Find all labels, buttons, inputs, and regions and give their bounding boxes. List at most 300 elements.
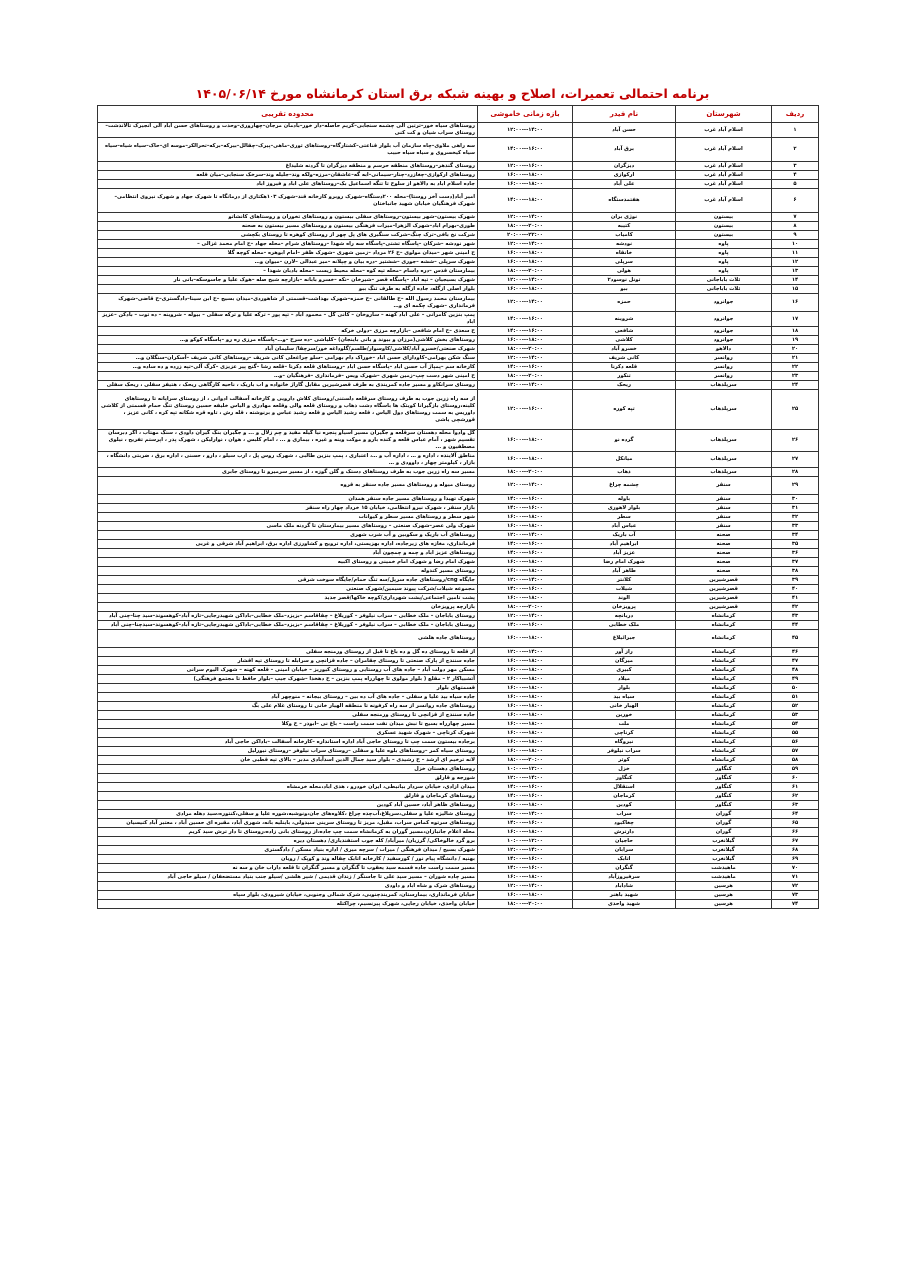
row-index: ۷۰ xyxy=(772,864,819,873)
table-row xyxy=(98,819,819,828)
row-area: خ سعدی –خ امام شافعی –بازارچه مرزی –دولی خرکه xyxy=(98,327,478,336)
row-feeder: شهرک امام رضا xyxy=(573,558,676,567)
row-index: ۵۴ xyxy=(772,720,819,729)
row-index: ۵۱ xyxy=(772,693,819,702)
row-city: اسلام آباد غرب xyxy=(676,162,772,171)
row-index: ۱۱ xyxy=(772,249,819,258)
row-city: گیلانغرب xyxy=(676,846,772,855)
row-feeder: کودین xyxy=(573,801,676,810)
row-area: ح امینی شهر –میدان مولوی –خ ۲۶ مرداد –زمین شهری –شهرک ظفر –امام ابوهره –محله کوچه گلا xyxy=(98,249,478,258)
table-row xyxy=(98,495,819,504)
row-area: شهرک سرپلی –ششه –جوری –ششتیر –دره بیان و چپلانه –میر عبدالی –لارن –میوان و… xyxy=(98,258,478,267)
row-time: ۱۴:۰۰---۱۲:۰۰ xyxy=(478,381,573,390)
row-city: جوانرود xyxy=(676,312,772,327)
table-row xyxy=(98,381,819,390)
row-feeder: آب باریک xyxy=(573,531,676,540)
row-time: ۱۸:۰۰---۱۶:۰۰ xyxy=(478,738,573,747)
row-city: اسلام آباد غرب xyxy=(676,189,772,213)
row-index: ۴۸ xyxy=(772,666,819,675)
table-row xyxy=(98,345,819,354)
row-time: ۱۶:۰۰---۱۴:۰۰ xyxy=(478,495,573,504)
row-index: ۶۰ xyxy=(772,774,819,783)
row-index: ۱ xyxy=(772,123,819,138)
row-feeder: کنگاور xyxy=(573,774,676,783)
row-feeder: شروینه xyxy=(573,312,676,327)
row-time: ۱۸:۰۰---۱۶:۰۰ xyxy=(478,522,573,531)
row-feeder: خسرو آباد xyxy=(573,345,676,354)
row-feeder: چشمه چراغ xyxy=(573,477,676,495)
row-index: ۳۹ xyxy=(772,576,819,585)
row-index: ۶ xyxy=(772,189,819,213)
row-city: کنگاور xyxy=(676,765,772,774)
row-time: ۱۴:۰۰---۱۲:۰۰ xyxy=(478,846,573,855)
row-index: ۳۷ xyxy=(772,558,819,567)
header-time: بازه زمانی خاموشی xyxy=(478,106,573,123)
row-index: ۲۷ xyxy=(772,452,819,468)
row-area: شهرک ولی عصر–شهرک صنعتی – روستاهای مسیر بیمارستان تا گردنه ملک ماسی xyxy=(98,522,478,531)
row-city: کرمانشاه xyxy=(676,738,772,747)
row-index: ۳ xyxy=(772,162,819,171)
row-area: بلوار اصلی ازگله، جاده ازگله به طرف تنگ ببو xyxy=(98,285,478,294)
row-time: ۱۸:۰۰---۱۶:۰۰ xyxy=(478,729,573,738)
row-area: شهرک امام رضا و شهرک امام خمینی و روستای اکبیه xyxy=(98,558,478,567)
row-city: روانسر xyxy=(676,354,772,363)
row-feeder: چغاکبود xyxy=(573,819,676,828)
row-area: مناطق آلاینده ، اداره و … ، اداره آب و …، اعتباری ، پمپ بنزین طالبی ، شهرک روس پل ، ارب سیلو ، دارو ، حسنی ، اداره برق ، ضربتی دانشگاه ، بازار ، کیلومتر چهار ، داوودی و … xyxy=(98,452,478,468)
row-time: ۱۸:۰۰---۱۶:۰۰ xyxy=(478,452,573,468)
table-row xyxy=(98,180,819,189)
row-feeder: تپه کوره xyxy=(573,390,676,430)
row-city: اسلام آباد غرب xyxy=(676,180,772,189)
row-feeder: گنگران xyxy=(573,864,676,873)
row-time: ۱۸:۰۰---۱۶:۰۰ xyxy=(478,594,573,603)
row-area: شهر سطر و روستاهای مسیر سطر و کیوانات xyxy=(98,513,478,522)
row-city: جوانرود xyxy=(676,294,772,312)
row-time: ۱۴:۰۰---۱۲:۰۰ xyxy=(478,354,573,363)
row-city: کرمانشاه xyxy=(676,729,772,738)
row-index: ۴۷ xyxy=(772,657,819,666)
row-index: ۷۴ xyxy=(772,900,819,909)
page-title: برنامه احتمالی تعمیرات، اصلاح و بهینه شبکه برق استان کرمانشاه مورخ ۱۴۰۵/۰۶/۱۴ xyxy=(195,86,710,101)
row-feeder: الوند xyxy=(573,594,676,603)
row-time: ۱۸:۰۰---۱۶:۰۰ xyxy=(478,249,573,258)
table-row xyxy=(98,855,819,864)
table-header-row xyxy=(98,106,819,123)
row-city: سرپلذهاب xyxy=(676,381,772,390)
row-feeder: ذهاب xyxy=(573,468,676,477)
row-index: ۳۲ xyxy=(772,513,819,522)
row-time: ۲۰:۰۰---۱۸:۰۰ xyxy=(478,900,573,909)
row-feeder: اتابک xyxy=(573,855,676,864)
row-city: قصرشیرین xyxy=(676,603,772,612)
row-area: روستای شالیزه علیا و سفلی،سرپلاغ،آب‌چده چراغ ،کلاوه‌های جان،ونوشبه،شوره علیا و سفلی،کنتوره،سید دهله مرادی xyxy=(98,810,478,819)
table-row xyxy=(98,354,819,363)
row-city: اسلام آباد غرب xyxy=(676,138,772,162)
row-feeder: کلاشی xyxy=(573,336,676,345)
row-city: سنقر xyxy=(676,477,772,495)
row-feeder: میلاد xyxy=(573,675,676,684)
table-row xyxy=(98,240,819,249)
row-feeder: دربانچه xyxy=(573,612,676,621)
row-feeder: میانکل xyxy=(573,452,676,468)
row-city: ثلاث باباجانی xyxy=(676,276,772,285)
table-row xyxy=(98,747,819,756)
row-city: کرمانشاه xyxy=(676,693,772,702)
row-area: شرکت نخ بافی–ترک چنگ–شرکت سنگبری های پل چهر از روستای کوهره تا روستای بکچشی xyxy=(98,231,478,240)
table-row xyxy=(98,720,819,729)
row-area: روستاهای سرتوه کماس سراب، مقبل، مریز تا روستای سرینی سیدولی، باینلیه بانه، شهری آباد، مقبره ای حسین آباد ، معتبر آباد کنیسیان xyxy=(98,819,478,828)
row-city: صحنه xyxy=(676,549,772,558)
row-feeder: هولی xyxy=(573,267,676,276)
row-city: پاوه xyxy=(676,240,772,249)
table-row xyxy=(98,189,819,213)
row-time: ۱۸:۰۰---۱۶:۰۰ xyxy=(478,567,573,576)
row-time: ۱۸:۰۰---۱۶:۰۰ xyxy=(478,630,573,648)
row-time: ۱۸:۰۰---۱۶:۰۰ xyxy=(478,558,573,567)
table-row xyxy=(98,864,819,873)
table-row xyxy=(98,531,819,540)
table-row xyxy=(98,612,819,621)
table-row xyxy=(98,729,819,738)
row-city: گوران xyxy=(676,828,772,837)
row-index: ۱۸ xyxy=(772,327,819,336)
row-feeder: پرویزخان xyxy=(573,603,676,612)
row-area: شهر نودشه –شرکان –پاسگاه تشتی–پاسگاه سه راه شهدا –روستاهای شرام –محله جهاد –ح امام محمد غزالی – xyxy=(98,240,478,249)
row-area: روستاهای ظاهر آباد، حسین آباد کودین xyxy=(98,801,478,810)
table-row xyxy=(98,828,819,837)
row-area: بیمارستان قدس –دره داسام –محله تپه کوه –محله محیط زیست –محله بادبان شهدا – xyxy=(98,267,478,276)
table-row xyxy=(98,372,819,381)
row-time: ۲۲:۰۰---۲۰:۰۰ xyxy=(478,231,573,240)
row-time: ۲۰:۰۰---۱۸:۰۰ xyxy=(478,372,573,381)
row-area: شهرک کرناچی – شهرک شهید عسکری xyxy=(98,729,478,738)
row-time: ۱۴:۰۰---۱۲:۰۰ xyxy=(478,576,573,585)
row-city: کرمانشاه xyxy=(676,666,772,675)
row-feeder: خورین xyxy=(573,711,676,720)
row-city: پاوه xyxy=(676,267,772,276)
row-time: ۱۶:۰۰---۱۴:۰۰ xyxy=(478,585,573,594)
row-feeder: بلوار xyxy=(573,684,676,693)
row-index: ۵۲ xyxy=(772,702,819,711)
table-row xyxy=(98,504,819,513)
row-index: ۲۰ xyxy=(772,345,819,354)
table-row xyxy=(98,327,819,336)
row-area: روستاهای جاده هلشی xyxy=(98,630,478,648)
row-area: مسکن مهر دولت آباد – جاده های آب روستایی و روستای کیوریز – خیابان امینی – قلعه کهنه – شهرک الیوم سرانی xyxy=(98,666,478,675)
row-feeder: کتیبه xyxy=(573,222,676,231)
table-row xyxy=(98,549,819,558)
row-index: ۵۷ xyxy=(772,747,819,756)
row-time: ۱۶:۰۰---۱۴:۰۰ xyxy=(478,504,573,513)
row-index: ۲۴ xyxy=(772,381,819,390)
row-index: ۲۳ xyxy=(772,372,819,381)
row-index: ۳۰ xyxy=(772,495,819,504)
row-feeder: خزل xyxy=(573,765,676,774)
row-city: دالاهو xyxy=(676,345,772,354)
row-area: بازار سنقر ، شهرک نیرو انتظامی، خیابان ۱۵ خرداد چهار راه سنقر xyxy=(98,504,478,513)
table-row xyxy=(98,738,819,747)
row-area: کارخانه سم –پمپاژ آب حسن اباد –پاسگاه حسن اباد –روستاهای قلعه دکرنا –قلعه رشا –گنج پیر عزیزی –کرگ آلی–تپه زرده و ده ساده و… xyxy=(98,363,478,372)
row-index: ۴۵ xyxy=(772,630,819,648)
row-feeder: کوثر xyxy=(573,756,676,765)
row-city: کنگاور xyxy=(676,783,772,792)
row-time: ۱۲:۰۰---۱۰:۰۰ xyxy=(478,837,573,846)
row-time: ۱۸:۰۰---۱۶:۰۰ xyxy=(478,285,573,294)
table-row xyxy=(98,648,819,657)
row-city: سرپلذهاب xyxy=(676,430,772,452)
table-row xyxy=(98,285,819,294)
row-area: جاده سنندج از پارک صنعتی تا روستای چقامران – جاده قزانچی و سرابله تا روستای تپه اقشار xyxy=(98,657,478,666)
row-area: گل وادوا محله دهستان سرقلعه و جگیران مسیر آسیاو پنجره نیا گیله مفید و چم زلال و ... و جگیران بنگ گیران داودی ، سنگ مهتاب ، اگر دبرسان تقسیم شهر ، آمام عباس قلعه و کنده بارو و موکت وینه و غیره ، بیماری و ... ، امام کلبس ، هوان ، نوارلیکن ، شهرک پدر ، اپرستم تفریح ، نیلوی مصطفیون و ... xyxy=(98,430,478,452)
row-city: کرمانشاه xyxy=(676,675,772,684)
table-row xyxy=(98,783,819,792)
row-time: ۱۸:۰۰---۱۴:۰۰ xyxy=(478,189,573,213)
row-city: سرپلذهاب xyxy=(676,452,772,468)
row-city: هرسین xyxy=(676,900,772,909)
table-row xyxy=(98,576,819,585)
row-time: ۱۸:۰۰---۱۶:۰۰ xyxy=(478,430,573,452)
row-city: سرپلذهاب xyxy=(676,468,772,477)
row-area: مسیر چهارراه بسیج تا نبش میدان نفت سمت راست – باغ نی –ابوذر – خ وکلا xyxy=(98,720,478,729)
row-area: برو گرد خالوخاکی/ گرزیان/ میرآباد/ کله جوب استفندیاری/ دهستان دیره xyxy=(98,837,478,846)
row-index: ۳۴ xyxy=(772,531,819,540)
row-area: مسیر چاده شوران – مسیر سید علی تا جاسنگر / زندان قدیمی / شیر هلشی /سیلو جنب بنیاد مستضعفان / سیلو حاجی آباد xyxy=(98,873,478,882)
row-city: صحنه xyxy=(676,540,772,549)
row-index: ۴۱ xyxy=(772,594,819,603)
table-row xyxy=(98,900,819,909)
table-row xyxy=(98,774,819,783)
header-city: شهرستان xyxy=(676,106,772,123)
row-area: سنگ شکن بهرامی–کاودارای حسن اباد –خوراک دام بهرامی –سلو چراغعلی کانی شریف –روستاهای کانی شریف –آسکران–سنگلان و… xyxy=(98,354,478,363)
row-city: کرمانشاه xyxy=(676,630,772,648)
row-feeder: ملت xyxy=(573,720,676,729)
table-row xyxy=(98,891,819,900)
table-row xyxy=(98,513,819,522)
row-index: ۱۴ xyxy=(772,276,819,285)
row-time: ۱۸:۰۰---۱۶:۰۰ xyxy=(478,873,573,882)
row-feeder: باوله xyxy=(573,495,676,504)
row-city: روانسر xyxy=(676,372,772,381)
row-feeder: تونل نوسود۲ xyxy=(573,276,676,285)
row-time: ۲۰:۰۰---۱۸:۰۰ xyxy=(478,468,573,477)
row-feeder: سرابان xyxy=(573,846,676,855)
table-body xyxy=(98,123,819,909)
row-area: روستای باباجان – ملک خطابی – سراب نیلوفر – کوریلاغ – چقاقاسم –بزیزد–ملک خطابی–باداکن شهیدرجایی–تازه آباد–کوهسوند–سید چنا–چنی آباد xyxy=(98,612,478,621)
row-time: ۱۸:۰۰---۱۶:۰۰ xyxy=(478,693,573,702)
row-feeder: شاداباد xyxy=(573,882,676,891)
row-city: پاوه xyxy=(676,258,772,267)
row-index: ۱۷ xyxy=(772,312,819,327)
row-index: ۲۲ xyxy=(772,363,819,372)
row-city: قصرشیرین xyxy=(676,576,772,585)
row-index: ۱۰ xyxy=(772,240,819,249)
row-city: کرمانشاه xyxy=(676,684,772,693)
header-area: محدوده تقریبی xyxy=(98,106,478,123)
row-time: ۱۶:۰۰---۱۴:۰۰ xyxy=(478,549,573,558)
table-row xyxy=(98,801,819,810)
table-row xyxy=(98,630,819,648)
table-row xyxy=(98,336,819,345)
row-index: ۴۲ xyxy=(772,603,819,612)
row-feeder: عباس آباد xyxy=(573,522,676,531)
row-index: ۳۳ xyxy=(772,522,819,531)
row-time: ۱۴:۰۰---۱۲:۰۰ xyxy=(478,774,573,783)
row-time: ۲۰:۰۰---۱۸:۰۰ xyxy=(478,345,573,354)
row-area: بازارچه پرویزخان xyxy=(98,603,478,612)
row-city: کرمانشاه xyxy=(676,657,772,666)
row-index: ۵۰ xyxy=(772,684,819,693)
row-area: روستای گندهر–روستاهای منطقه حرسم و منطقه دیزگران تا گردنه شلیداغ xyxy=(98,162,478,171)
row-area: سه راهی ملاوی–چاه سازمان آب بلوار قناعتی–کشتارگاه–روستاهای ثوری–ماهی–پیرک–چقالل–بیرکه–برکه–تحرالکر–موسه ای–حاک–سیاه شیاه–سیاه سیاه کیخسروی و سیاه سیاه حبیب xyxy=(98,138,478,162)
row-time: ۱۴:۰۰---۱۲:۰۰ xyxy=(478,240,573,249)
row-index: ۶۳ xyxy=(772,801,819,810)
row-feeder: کرماجان xyxy=(573,792,676,801)
row-index: ۵۶ xyxy=(772,738,819,747)
row-area: روستای سیاه کمر –روستاهای بلوه علیا و سفلی –روستای سراب نیلوفر –روستای نیورلیل xyxy=(98,747,478,756)
row-time: ۱۴:۰۰---۱۲:۰۰ xyxy=(478,213,573,222)
row-time: ۱۸:۰۰---۱۶:۰۰ xyxy=(478,801,573,810)
table-row xyxy=(98,675,819,684)
row-feeder: سراب xyxy=(573,810,676,819)
row-index: ۷۱ xyxy=(772,873,819,882)
row-feeder: شافعی xyxy=(573,327,676,336)
row-area: روستاهای عزیز اباد و چمه و چمچون آباد xyxy=(98,549,478,558)
row-feeder: دیزگران xyxy=(573,162,676,171)
row-index: ۶۱ xyxy=(772,783,819,792)
row-feeder: علی آباد xyxy=(573,180,676,189)
table-row xyxy=(98,430,819,452)
table-row xyxy=(98,711,819,720)
row-index: ۴ xyxy=(772,171,819,180)
row-area: امیر آباد(دست آخر روستا)–محله ۲۰۰دستگاه–شهرک روبرو کارخانه قند–شهرک ۱۰۳هکتاری از درمانگاه تا شهرک جهاد و شهرک نیروی انتظامی–شهرک فرهنگیان خیابان شهید جانباختان xyxy=(98,189,478,213)
row-area: روستاهای کرماجان و قارلق xyxy=(98,792,478,801)
row-feeder: نیروگاه xyxy=(573,738,676,747)
table-row xyxy=(98,276,819,285)
row-city: ثلاث باباجانی xyxy=(676,285,772,294)
row-time: ۱۸:۰۰---۱۶:۰۰ xyxy=(478,657,573,666)
row-feeder: شیلات xyxy=(573,585,676,594)
row-feeder: ریحک xyxy=(573,381,676,390)
row-city: سنقر xyxy=(676,522,772,531)
row-city: سنقر xyxy=(676,504,772,513)
row-city: کرمانشاه xyxy=(676,756,772,765)
row-index: ۲۵ xyxy=(772,390,819,430)
table-row xyxy=(98,222,819,231)
row-feeder: سطر xyxy=(573,513,676,522)
row-index: ۱۶ xyxy=(772,294,819,312)
table-row xyxy=(98,363,819,372)
row-time: ۱۶:۰۰---۱۴:۰۰ xyxy=(478,864,573,873)
row-time: ۱۸:۰۰---۱۶:۰۰ xyxy=(478,684,573,693)
row-feeder: راز آور xyxy=(573,648,676,657)
table-row xyxy=(98,558,819,567)
row-city: صحنه xyxy=(676,567,772,576)
row-feeder: نوژی بران xyxy=(573,213,676,222)
row-area: خیابان فرمانداری، بیمارستان، کمربندچنوبی، شرک شمالی وجنوبی، خیابان شیرودی، بلوار سپاه xyxy=(98,891,478,900)
row-area: شهرک بسیج / میدان فرهنگی / میرات / سرچه میری / اداره بنیاد مسکن / دادگستری xyxy=(98,846,478,855)
row-city: کرمانشاه xyxy=(676,711,772,720)
row-area: شهرک بیستون–شهر بیستون–روستاهای سفلی بیستون و روستاهای تخوران و روستاهای کانشاتو xyxy=(98,213,478,222)
table-row xyxy=(98,390,819,430)
row-area: پمپ بنزین کامرانی – علی اباد کهنه – ساروخان – کانی گل – محمود اباد – تپه پور – ترکه علیا و ترکه سفلی – بیوله – شروینه – ده توت – بادکن –عزیز اباد xyxy=(98,312,478,327)
row-feeder: دارترش xyxy=(573,828,676,837)
row-time: ۱۸:۰۰---۱۶:۰۰ xyxy=(478,720,573,729)
row-feeder: کرناچی xyxy=(573,729,676,738)
table-row xyxy=(98,792,819,801)
row-time: ۱۸:۰۰---۱۶:۰۰ xyxy=(478,711,573,720)
table-row xyxy=(98,837,819,846)
row-area: محله اعلام جانبازان،مسیر گوران به کرمانشاه سمت چپ جاده،از روستای بانی زاده،روستای تا دار ترش سید کریم xyxy=(98,828,478,837)
row-time: ۱۸:۰۰---۱۶:۰۰ xyxy=(478,336,573,345)
table-row xyxy=(98,693,819,702)
table-row xyxy=(98,312,819,327)
row-city: سنقر xyxy=(676,495,772,504)
table-row xyxy=(98,477,819,495)
row-time: ۱۸:۰۰---۱۶:۰۰ xyxy=(478,666,573,675)
row-area: روستاهای بخش کلاشی(مرزان و بیوند و بانی باینجان) –کلیاشی –ده سرخ –و…–پاسگاه مرزی ره رو –پاسگاه کوکو و… xyxy=(98,336,478,345)
row-area: خ امینی شهر دست چپ–زمین شهری –شهرک ویس –فرمانداری –فرهنگیان –و… xyxy=(98,372,478,381)
row-feeder: حسن آباد xyxy=(573,123,676,138)
table-row xyxy=(98,522,819,531)
row-index: ۳۵ xyxy=(772,540,819,549)
row-time: ۱۶:۰۰---۱۴:۰۰ xyxy=(478,621,573,630)
row-index: ۷ xyxy=(772,213,819,222)
row-feeder: طاهر آباد xyxy=(573,567,676,576)
row-index: ۸ xyxy=(772,222,819,231)
header-index: ردیف xyxy=(772,106,819,123)
row-time: ۱۸:۰۰---۱۶:۰۰ xyxy=(478,258,573,267)
table-row xyxy=(98,873,819,882)
row-index: ۳۶ xyxy=(772,549,819,558)
outage-schedule-table xyxy=(97,105,819,909)
row-area: جاده اسلام اباد به دالاهو از سلوخ تا تنگه اسماعیل بک–روستاهای علی اباد و فیروز اباد xyxy=(98,180,478,189)
row-area: روستاهای سیاه خور–ترتین الی چشمه سنجابی–کریم حاصله–دار خور–بادمان مرجان–چهاروری–وحدت و روستاهای حسن اباد الی انجیرک تالاندشت–روستای سراب شیان و کت کنی xyxy=(98,123,478,138)
row-index: ۵ xyxy=(772,180,819,189)
row-city: بیستون xyxy=(676,222,772,231)
row-index: ۲۱ xyxy=(772,354,819,363)
row-time: ۱۴:۰۰---۱۲:۰۰ xyxy=(478,882,573,891)
row-city: کرمانشاه xyxy=(676,702,772,711)
row-time: ۱۴:۰۰---۱۲:۰۰ xyxy=(478,477,573,495)
table-row xyxy=(98,765,819,774)
row-city: صحنه xyxy=(676,558,772,567)
row-feeder: شهید واحدی xyxy=(573,900,676,909)
row-feeder: جبرائیلاغ xyxy=(573,630,676,648)
row-area: شهرک صنعتی/خسرو آباد/کلاشی/کاوسوار/طلسم/گلوداغه خور/سرچقا/ سلیمان آباد xyxy=(98,345,478,354)
row-index: ۳۸ xyxy=(772,567,819,576)
table-row xyxy=(98,258,819,267)
table-row xyxy=(98,468,819,477)
row-city: جوانرود xyxy=(676,336,772,345)
row-index: ۲ xyxy=(772,138,819,162)
table-row xyxy=(98,882,819,891)
row-area: میدان ازادی، خیابان سردار بیانیطی، ایران خودرو ، هدی اباد،محله خرمشاه xyxy=(98,783,478,792)
row-time: ۱۶:۰۰---۱۴:۰۰ xyxy=(478,540,573,549)
row-city: کنگاور xyxy=(676,792,772,801)
row-time: ۱۶:۰۰---۱۲:۰۰ xyxy=(478,390,573,430)
row-area: خیابان واحدی، خیابان رجایی، شهرک پیرنسیم، چراکتله xyxy=(98,900,478,909)
row-index: ۷۳ xyxy=(772,891,819,900)
row-time: ۲۰:۰۰---۱۸:۰۰ xyxy=(478,603,573,612)
row-time: ۱۶:۰۰---۱۴:۰۰ xyxy=(478,783,573,792)
row-index: ۶۹ xyxy=(772,855,819,864)
row-area: بیمارستان محمد رسول الله –خ طالقانی –خ حمزه–شهرک بهداشت–قسمتی از شاهوردی–میدان بسیج –خ ابن سینا–دادگستری–خ قاضی–شهرک فرمانداری –شهرک چکمه ای و… xyxy=(98,294,478,312)
table-row xyxy=(98,171,819,180)
row-area: جاده سنندج از قزانچی تا روستای ورمنجه سفلی xyxy=(98,711,478,720)
row-feeder: سرفیروزآباد xyxy=(573,873,676,882)
row-feeder: حمزه xyxy=(573,294,676,312)
table-row xyxy=(98,657,819,666)
